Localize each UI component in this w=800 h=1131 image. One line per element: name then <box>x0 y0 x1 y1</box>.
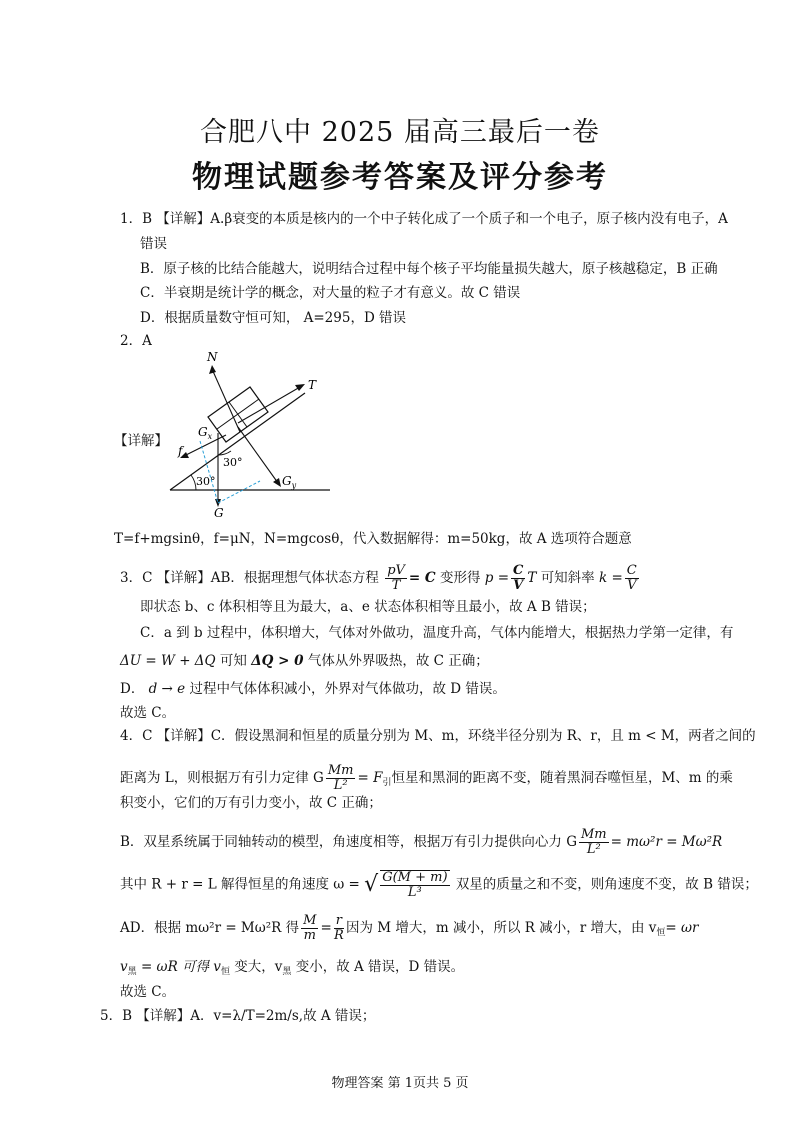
q4-ad-text: AD．根据 mω²r = Mω²R 得 <box>120 920 300 936</box>
answer-key-title: 物理试题参考答案及评分参考 <box>192 160 608 195</box>
sub-hei: 黑 <box>127 967 137 977</box>
q4-conclusion: 故选 C。 <box>120 984 176 1000</box>
q4-text-c: 变大，v <box>234 959 283 975</box>
incline-force-diagram <box>160 345 340 520</box>
eq-p-lhs: p = <box>484 570 510 586</box>
eq-centripetal-frac: $\frac{Mm}{\text{L²}}$ <box>581 827 607 857</box>
q4-line-6 <box>120 914 699 943</box>
q4-omega-conclusion: 双星的质量之和不变，则角速度不变，故 B 错误； <box>455 876 758 893</box>
q1-line-3: B．原子核的比结合能越大，说明结合过程中每个核子平均能量损失越大，原子核越稳定，B 正确 <box>140 261 718 277</box>
q4-line-7 <box>120 958 464 981</box>
exam-title: 合肥八中 2025 届高三最后一卷 <box>200 117 600 148</box>
eq-gravity-frac: $\frac{Mm}{\text{L²}}$ <box>327 763 354 793</box>
q3-line-1 <box>120 564 641 593</box>
q1-line-4: C．半衰期是统计学的概念，对大量的粒子才有意义。故 C 错误 <box>140 285 521 301</box>
q3-conclusion: 故选 C。 <box>120 705 176 721</box>
eq-ideal-gas-rhs: = C <box>408 570 436 586</box>
q3-line-2: 即状态 b、c 体积相等且为最大，a、e 状态体积相等且最小，故 A B 错误； <box>140 599 596 615</box>
label-N: N <box>207 350 218 364</box>
q3-text-a: 3．C 【详解】AB．根据理想气体状态方程 <box>120 570 379 586</box>
q1-line-5: D．根据质量数守恒可知， A=295，D 错误 <box>140 310 407 326</box>
label-T: T <box>308 378 317 392</box>
eq-heat-positive: ΔQ > 0 <box>251 653 304 669</box>
eq-first-law: ΔU = W + ΔQ <box>120 653 216 669</box>
q4-b-text: B．双星系统属于同轴转动的模型，角速度相等，根据万有引力提供向心力 G <box>120 834 577 850</box>
label-f: f <box>178 444 183 458</box>
eq-equals: = <box>320 920 332 936</box>
q3-text-c: 可知斜率 <box>540 570 595 586</box>
q4-line-2 <box>120 764 733 793</box>
eq-gravity-rhs: = F <box>357 770 383 786</box>
q4-line-3: 积变小，它们的万有引力变小，故 C 正确； <box>120 795 382 811</box>
q4-text-a: 距离为 L，则根据万有引力定律 G <box>120 770 324 786</box>
eq-d-to-e: d → e <box>148 681 186 697</box>
label-G: G <box>214 506 224 520</box>
q2-answer: 2．A <box>120 333 152 349</box>
q3-line-3: C．a 到 b 过程中，体积增大，气体对外做功，温度升高，气体内能增大，根据热力学第一定律，有 <box>140 625 734 641</box>
q2-detail-label: 【详解】 <box>114 433 168 449</box>
eq-v-star: = ωr <box>665 920 699 936</box>
q5-line-1: 5．B 【详解】A．v=λ/T=2m/s,故 A 错误； <box>100 1008 376 1024</box>
q3-text-kezhi: 可知 <box>219 653 247 669</box>
q4-omega-text: 其中 R + r = L 解得恒星的角速度 ω = <box>120 876 360 893</box>
q3-d-text: 过程中气体体积减小，外界对气体做功，故 D 错误。 <box>189 681 506 697</box>
q4-line-1: 4．C 【详解】C．假设黑洞和恒星的质量分别为 M、m，环绕半径分别为 R、r，且 m < M，两者之间的 <box>120 728 756 744</box>
eq-omega-sqrt: √ $\frac{G(M + m)}{\text{L³}}$ <box>364 870 448 900</box>
eq-k-lhs: k = <box>598 570 623 586</box>
label-Gx: $G_x$ <box>198 425 213 441</box>
sub-heng: 恒 <box>656 928 666 938</box>
q2-formula: T=f+mgsinθ，f=μN，N=mgcosθ，代入数据解得：m=50kg，故 A 选项符合题意 <box>114 531 632 547</box>
q1-line-2: 错误 <box>140 236 167 252</box>
q4-text-d: 变小，故 A 错误，D 错误。 <box>295 959 465 975</box>
eq-radius-ratio: $\frac{r}{R}$ <box>333 913 344 943</box>
q4-ad-text-b: 因为 M 增大，m 减小，所以 R 减小，r 增大，由 v <box>345 920 657 936</box>
q3-text-absorb: 气体从外界吸热，故 C 正确； <box>307 653 489 669</box>
eq-k-frac: $\frac{C}{V}$ <box>626 563 637 593</box>
eq-mass-ratio: $\frac{M}{m}$ <box>303 913 317 943</box>
eq-p-frac: $\frac{C}{V}$ <box>513 563 524 593</box>
eq-centripetal-rhs: = mω²r = Mω²R <box>610 834 723 850</box>
q4-text-b: 恒星和黑洞的距离不变，随着黑洞吞噬恒星，M、m 的乘 <box>391 770 733 786</box>
sub-hei-2: 黑 <box>282 967 292 977</box>
label-angle-inner: 30° <box>223 456 243 469</box>
label-Gy: $G_y$ <box>282 474 297 490</box>
q3-line-4 <box>120 652 489 670</box>
q3-line-5 <box>120 680 506 698</box>
page-footer: 物理答案 第 1页共 5 页 <box>331 1076 469 1091</box>
label-angle-base: 30° <box>196 475 216 488</box>
q4-line-4 <box>120 828 722 857</box>
eq-ideal-gas: $\frac{pV}{T}$ <box>387 563 405 593</box>
q3-text-b: 变形得 <box>439 570 481 586</box>
eq-gravity-sub: 引 <box>382 778 392 788</box>
q1-line-1: 1．B 【详解】A.β衰变的本质是核内的一个中子转化成了一个质子和一个电子，原子核内没有电子，A <box>120 211 728 227</box>
q3-d-label: D． <box>120 681 145 697</box>
q4-line-5 <box>120 870 758 900</box>
v-symbol: v <box>120 959 128 975</box>
eq-p-rhs: T <box>527 570 537 586</box>
eq-v-bh: = ωR 可得 v <box>140 959 221 975</box>
sub-heng-2: 恒 <box>220 967 230 977</box>
